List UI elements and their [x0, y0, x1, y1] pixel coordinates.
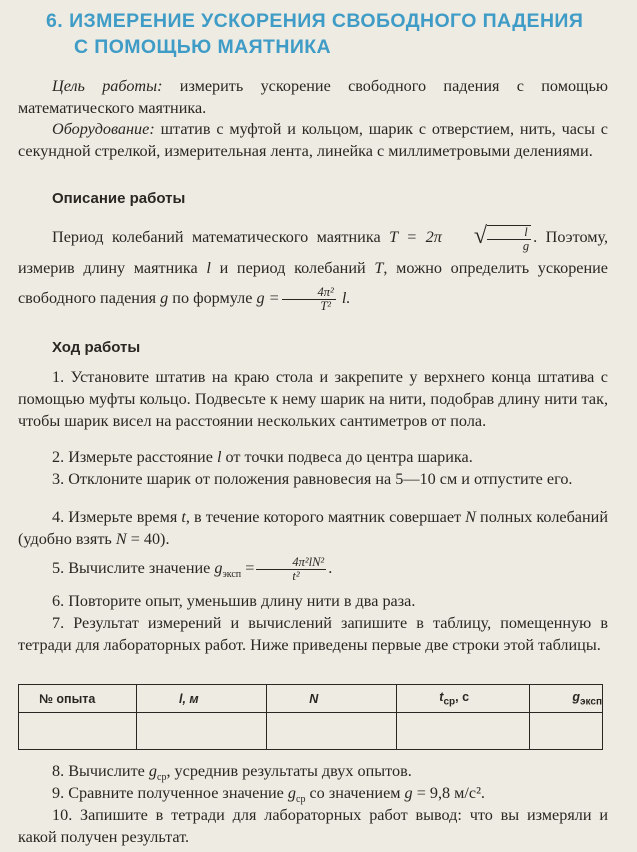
desc-g: g	[160, 289, 169, 308]
col-time-unit: , с	[455, 689, 470, 704]
col-time	[397, 685, 530, 713]
g-formula: g =	[256, 289, 280, 308]
step-4-text-a: 4. Измерьте время	[52, 508, 182, 526]
title-number: 6.	[46, 10, 64, 32]
col-experiment-number: № опыта	[19, 685, 137, 713]
goal-text: измерить ускорение свободного падения с помощью математического маятника.	[18, 77, 608, 117]
table-cell	[397, 713, 530, 750]
period-formula: T = 2π	[389, 228, 442, 246]
step-4-text-c: полных колебаний (удобно взять	[18, 508, 608, 548]
page-title	[46, 8, 626, 60]
step-6: 6. Повторите опыт, уменьшив длину нити в два раза.	[52, 592, 416, 610]
step-7: 7. Результат измерений и вычислений запишите в таблицу, помещенную в тетради для лабораторных работ. Ниже приведены первые две строки этой таблицы.	[18, 614, 608, 654]
desc-text-3: и период колебаний	[210, 259, 375, 278]
table-header-row	[19, 685, 603, 713]
description-paragraph	[18, 222, 608, 313]
g-denominator: T²	[320, 299, 332, 314]
col-oscillations	[267, 685, 397, 713]
procedure-heading: Ход работы	[52, 339, 141, 356]
equipment-text: штатив с муфтой и кольцом, шарик с отверстием, нить, часы с секундной стрелкой, измерительная лента, линейка с миллиметровыми делениями.	[18, 120, 608, 160]
table-row	[19, 713, 603, 750]
goal-label: Цель работы:	[52, 77, 163, 95]
description-heading: Описание работы	[52, 190, 186, 207]
step-5-denominator: t²	[292, 568, 300, 583]
col-g-experimental	[530, 685, 603, 713]
step-8-text-a: 8. Вычислите	[52, 762, 149, 780]
step-4-N: N	[465, 508, 476, 526]
col-length	[137, 685, 267, 713]
step-5	[18, 553, 608, 590]
desc-text-2: . Поэтому, измерив длину маятника	[18, 228, 608, 278]
col-g-sub: эксп	[580, 696, 602, 708]
step-9-text-a: 9. Сравните полученное значение	[52, 784, 288, 802]
step-4-t: t	[181, 508, 186, 526]
desc-l: l	[206, 259, 211, 278]
step-5-end: .	[328, 559, 333, 577]
step-5-sub: эксп	[222, 569, 242, 581]
g-numerator: 4π²	[282, 286, 336, 300]
step-4-text-b: , в течение которого маятник совершает	[185, 508, 466, 526]
col-oscillations-label: N	[309, 691, 319, 706]
results-table	[18, 684, 603, 750]
step-2-text-a: 2. Измерьте расстояние	[52, 448, 217, 466]
step-9-text-b: со значением	[305, 784, 405, 802]
step-9-g-eq: g	[404, 784, 413, 802]
col-g-label: g	[572, 689, 580, 704]
sqrt-expression	[442, 223, 533, 253]
step-5-fraction	[256, 556, 326, 583]
step-9-g: g	[287, 784, 296, 802]
goal-paragraph	[18, 75, 608, 119]
title-line-1: ИЗМЕРЕНИЕ УСКОРЕНИЯ СВОБОДНОГО ПАДЕНИЯ	[69, 10, 584, 32]
step-3: 3. Отклоните шарик от положения равновесия на 5—10 см и отпустите его.	[52, 470, 573, 488]
desc-T: T	[374, 259, 384, 278]
step-1: 1. Установите штатив на краю стола и закрепите у верхнего конца штатива с помощью муфты кольцо. Подвесьте к нему шарик на нити, подобрав длину нити так, чтобы шарик висел на расстоянии нескольких сантиметров от пола.	[18, 368, 608, 430]
step-5-g: g	[214, 559, 223, 577]
desc-text-1: Период колебаний математического маятника	[52, 228, 390, 246]
step-5-numerator: 4π²lN²	[256, 556, 326, 570]
step-4	[18, 506, 608, 550]
col-length-label: l, м	[179, 691, 199, 706]
equipment-paragraph	[18, 118, 608, 162]
step-8-sub: ср	[157, 772, 167, 784]
col-time-sub: ср	[443, 696, 456, 708]
step-9-sub: ср	[296, 794, 306, 806]
g-fraction	[282, 286, 336, 313]
step-8-text-b: , усреднив результаты двух опытов.	[166, 762, 412, 780]
table-cell	[19, 713, 137, 750]
step-4-N-eq: N	[115, 530, 127, 548]
desc-text-4: , можно определить ускорение свободного падения	[18, 259, 608, 308]
sqrt-fraction	[487, 225, 531, 253]
sqrt-denominator: g	[522, 239, 530, 254]
step-8-g: g	[148, 762, 157, 780]
equipment-label: Оборудование:	[52, 120, 155, 138]
title-line-2: С ПОМОЩЬЮ МАЯТНИКА	[74, 36, 332, 58]
table-cell	[137, 713, 267, 750]
step-2-text-b: от точки подвеса до центра шарика.	[221, 448, 473, 466]
step-2-l: l	[216, 448, 222, 466]
step-5-text: 5. Вычислите значение	[52, 559, 215, 577]
step-4-text-d: = 40).	[126, 530, 170, 548]
step-2	[18, 446, 608, 468]
table-cell	[530, 713, 603, 750]
step-5-eq: =	[241, 559, 255, 577]
desc-text-5: по формуле	[168, 289, 257, 308]
step-9-text-c: = 9,8 м/с².	[412, 784, 485, 802]
sqrt-numerator: √ l	[487, 226, 531, 240]
table-cell	[267, 713, 397, 750]
col-time-t: t	[439, 689, 444, 704]
step-10: 10. Запишите в тетради для лабораторных работ вывод: что вы измеряли и какой получен результат.	[18, 806, 608, 846]
g-formula-tail: l.	[337, 289, 351, 308]
